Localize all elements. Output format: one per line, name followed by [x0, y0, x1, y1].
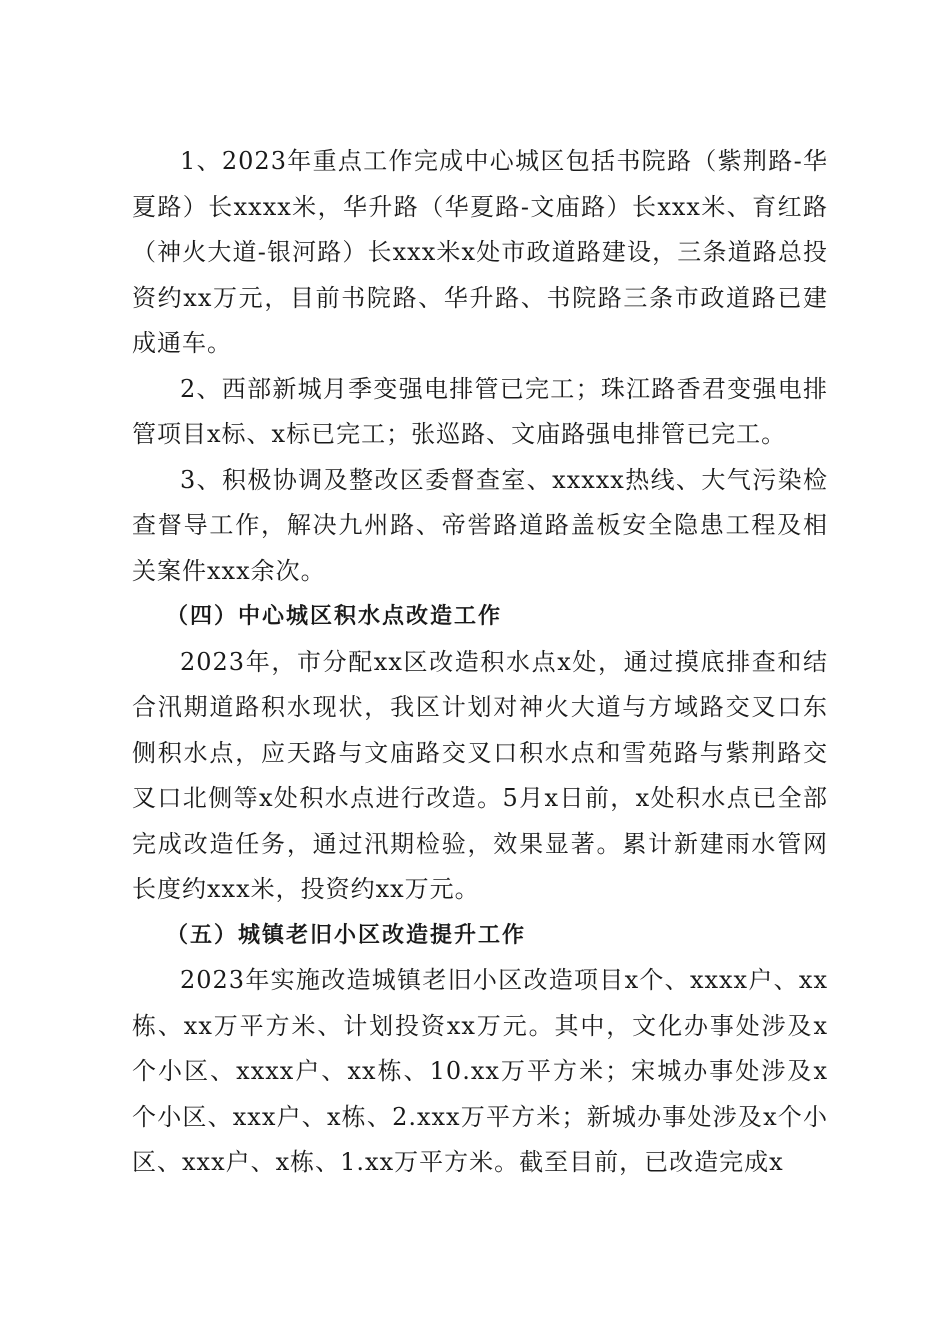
paragraph-4: 2023年，市分配xx区改造积水点x处，通过摸底排查和结合汛期道路积水现状，我区计划对神火大道与方域路交叉口东侧积水点，应天路与文庙路交叉口积水点和雪苑路与紫荆路交叉口北侧等x处积水点进行改造。5月x日前，x处积水点已全部完成改造任务，通过汛期检验，效果显著。累计新建雨水管网长度约xxx米，投资约xx万元。 — [132, 647, 828, 903]
section-heading-5: （五）城镇老旧小区改造提升工作 — [166, 922, 527, 948]
paragraph-2: 2、西部新城月季变强电排管已完工；珠江路香君变强电排管项目x标、x标已完工；张巡路、文庙路强电排管已完工。 — [132, 374, 828, 448]
document-body — [132, 139, 828, 1186]
paragraph-5: 2023年实施改造城镇老旧小区改造项目x个、xxxx户、xx栋、xx万平方米、计划投资xx万元。其中，文化办事处涉及x个小区、xxxx户、xx栋、10.xx万平方米；宋城办事处涉及x个小区、xxx户、x栋、2.xxx万平方米；新城办事处涉及x个小区、xxx户、x栋、1.xx万平方米。截至目前，已改造完成x — [132, 966, 828, 1176]
section-heading-4: （四）中心城区积水点改造工作 — [166, 604, 503, 629]
paragraph-1: 1、2023年重点工作完成中心城区包括书院路（紫荆路-华夏路）长xxxx米，华升路（华夏路-文庙路）长xxx米、育红路（神火大道-银河路）长xxx米x处市政道路建设，三条道路总投资约xx万元，目前书院路、华升路、书院路三条市政道路已建成通车。 — [132, 147, 828, 357]
paragraph-3: 3、积极协调及整改区委督查室、xxxxx热线、大气污染检查督导工作，解决九州路、帝喾路道路盖板安全隐患工程及相关案件xxx余次。 — [132, 465, 828, 585]
